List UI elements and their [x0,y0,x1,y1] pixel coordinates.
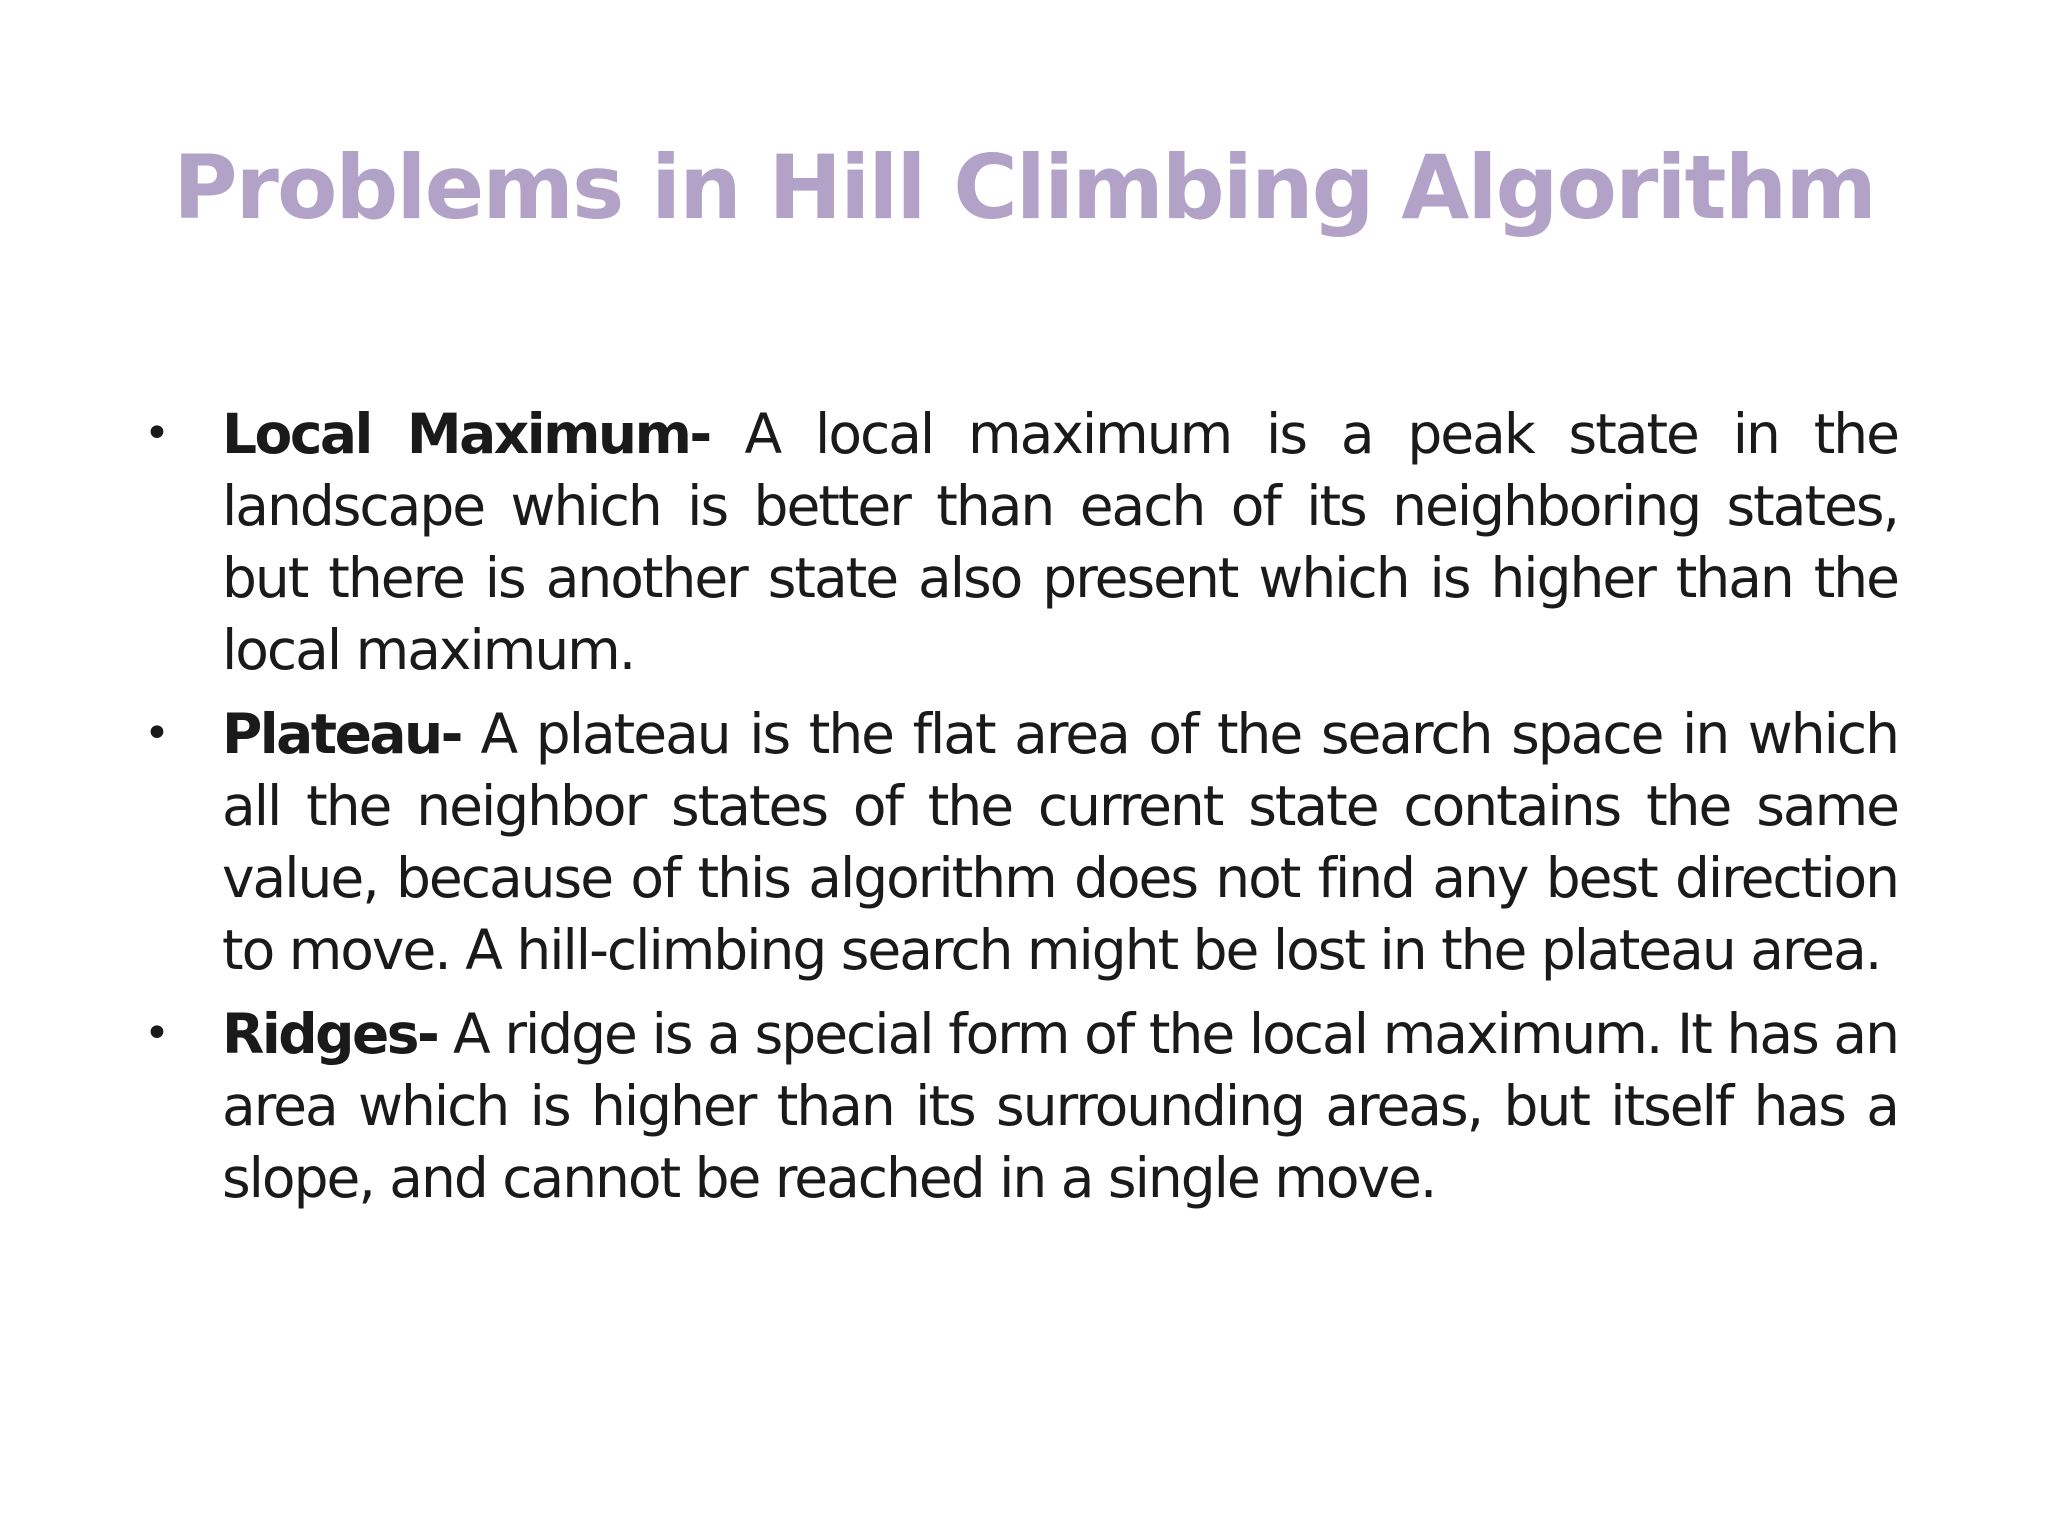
term-plateau: Plateau- [222,702,461,766]
description-plateau: A plateau is the flat area of the search space in which all the neighbor states of the current state contains the same value, because of this algorithm does not find any best direction to move. A hill-climbing search might be lost in the plateau area. [222,702,1898,982]
slide-title: Problems in Hill Climbing Algorithm [173,136,1875,239]
bullet-item-plateau [138,698,1898,986]
term-ridges: Ridges- [222,1002,438,1066]
bullet-dot-icon: • [144,1008,168,1059]
bullet-item-ridges [138,998,1898,1214]
bullet-dot-icon: • [144,408,168,459]
bullet-list [138,398,1898,1226]
bullet-item-local-maximum [138,398,1898,686]
term-local-maximum: Local Maximum- [222,402,710,466]
description-ridges: A ridge is a special form of the local maximum. It has an area which is higher than its surrounding areas, but itself has a slope, and cannot be reached in a single move. [222,1002,1898,1210]
bullet-dot-icon: • [144,708,168,759]
description-local-maximum: A local maximum is a peak state in the landscape which is better than each of its neighboring states, but there is another state also present which is higher than the local maximum. [222,402,1898,682]
